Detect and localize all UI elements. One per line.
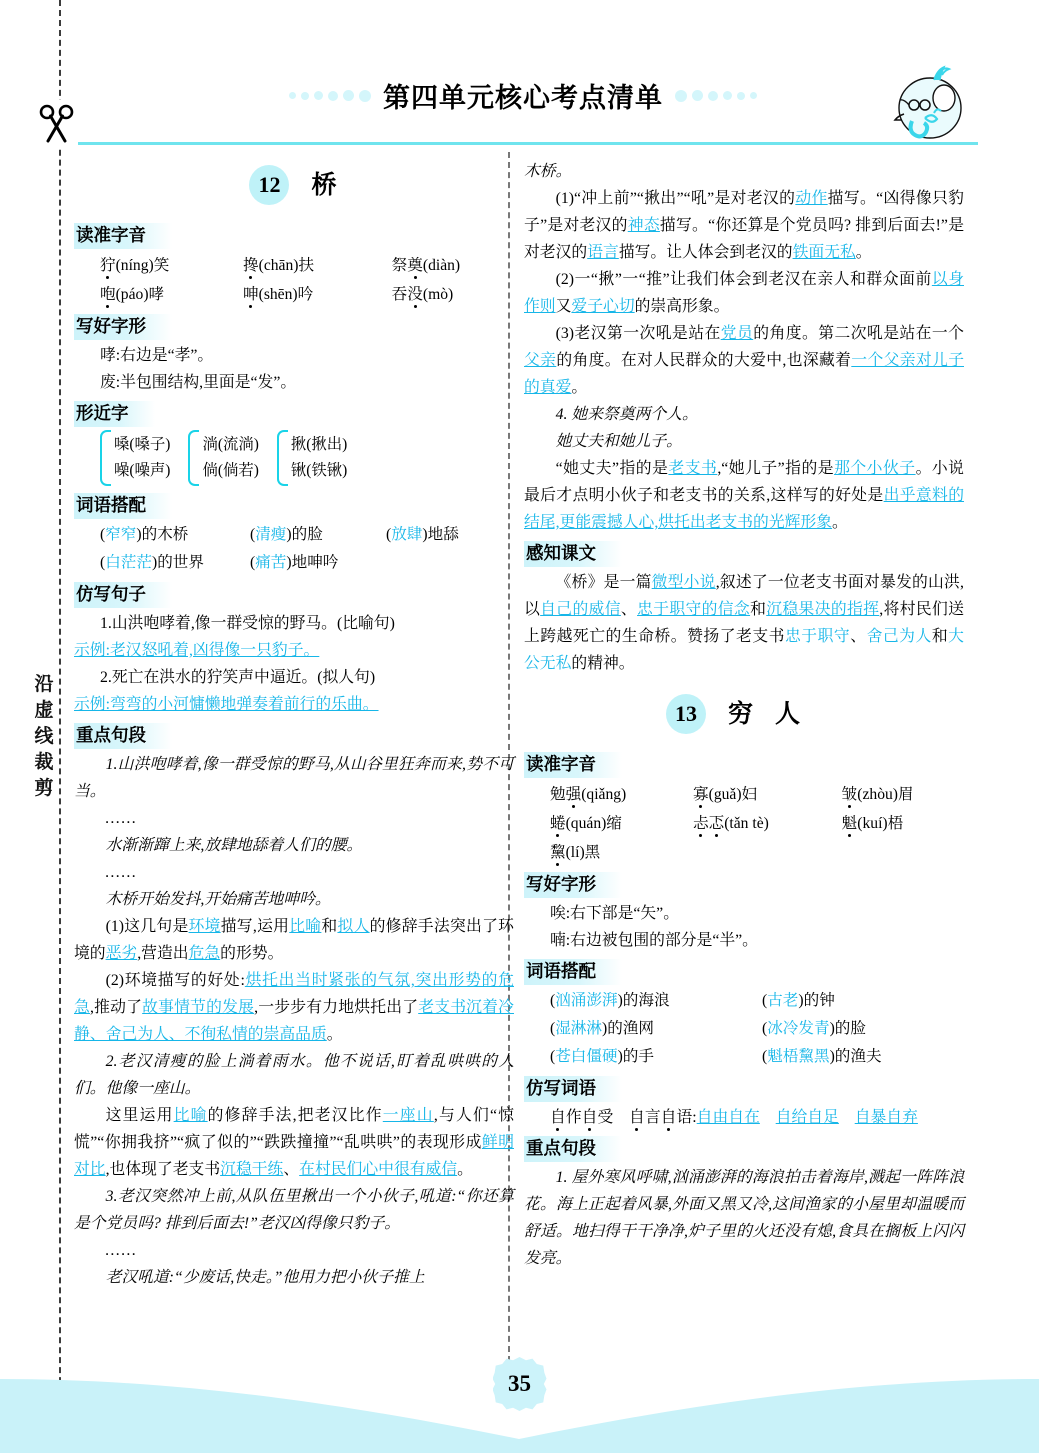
analysis-text: “她丈夫”指的是 [555, 460, 669, 477]
cut-char-1: 虚 [34, 700, 54, 721]
analysis-text: 描写。“凶得像只豹子”是对老汉的 [524, 190, 964, 234]
imitation-answer: 示例:老汉怒吼着,凶得像一只豹子。 [74, 642, 320, 659]
analysis-text: ,营造出 [137, 945, 189, 962]
left-column [74, 158, 514, 1291]
analysis-text: ,叙述了一位老支书面对暴发的山洪,以 [524, 574, 964, 618]
analysis-answer: 语言 [587, 244, 619, 261]
ellipsis-marker: …… [105, 810, 138, 827]
analysis-text: 和 [750, 601, 767, 618]
dot-ornament-left [289, 90, 371, 102]
analysis-text: 描写,运用 [220, 918, 290, 935]
imitation-prompt: 2.死亡在洪水的狞笑声中逼近。(拟人句) [100, 669, 376, 686]
analysis-answer: 恶劣 [105, 945, 138, 962]
collocation-row: (白茫茫)的世界 (痛苦)地呻吟 [100, 554, 339, 571]
analysis-paragraph [524, 455, 964, 536]
collocation-row: (汹涌澎湃)的海浪 (古老)的钟 [550, 992, 835, 1009]
collocation-answer: 冰冷发青 [767, 1020, 830, 1037]
key-passage-quote: 2.老汉清瘦的脸上淌着雨水。他不说话,盯着乱哄哄的人们。他像一座山。 [74, 1053, 514, 1097]
writing-line: 唉:右下部是“矢”。 [550, 905, 679, 922]
brace-icon [100, 430, 111, 486]
lesson-title-12 [74, 162, 514, 208]
key-passage-quote: 1. 屋外寒风呼啸,汹涌澎湃的海浪拍击着海岸,溅起一阵阵浪花。海上正起着风暴,外面又黑又冷,这间渔家的小屋里却温暖而舒适。地扫得干干净净,炉子里的火还没有熄,食具在搁板上闪闪发亮。 [524, 1169, 964, 1267]
analysis-text: (3)老汉第一次吼是站在 [555, 325, 721, 342]
analysis-answer: 比喻 [289, 918, 322, 935]
analysis-text: ,“她儿子”指的是 [717, 460, 835, 477]
analysis-answer: 爱子心切 [571, 298, 635, 315]
collocation-answer: 白茫茫 [105, 554, 152, 571]
analysis-text: (1)“冲上前”“揪出”“吼”是对老汉的 [555, 190, 796, 207]
apple-doodle-icon [868, 58, 988, 150]
similar-char-item: 锹(铁锹) [290, 462, 348, 479]
collocation-row: (湿淋淋)的渔网 (冰冷发青)的脸 [550, 1020, 866, 1037]
analysis-text: 。 [832, 514, 848, 531]
continuation-first-line: 木桥。 [524, 163, 572, 180]
analysis-answer: 环境 [188, 918, 221, 935]
pinyin-row: 蜷(quán)缩 忐忑(tǎn tè) 魁(kuí)梧 [550, 815, 904, 832]
analysis-answer: 以身作则 [524, 271, 964, 315]
collocation-answer: 放肆 [391, 526, 423, 543]
collocation-answer: 古老 [767, 992, 799, 1009]
collocation-answer: 痛苦 [255, 554, 287, 571]
analysis-text: 的修辞手法突出了环境的 [74, 918, 514, 962]
lesson-number-badge: 13 [666, 694, 706, 734]
analysis-answer: 沉稳干练 [220, 1161, 284, 1178]
analysis-paragraph [524, 266, 964, 320]
analysis-text: 、 [850, 628, 867, 645]
header-title-group [278, 76, 768, 115]
similar-char-item: 噪(噪声) [114, 462, 171, 479]
analysis-text: 和 [321, 918, 338, 935]
page-number: 35 [508, 1371, 531, 1396]
analysis-text: 的崇高形象。 [634, 298, 730, 315]
cut-char-2: 线 [34, 726, 54, 747]
analysis-answer: 父亲 [524, 352, 557, 369]
analysis-answer: 大公无私 [524, 628, 964, 672]
analysis-answer: 鲜明对比 [74, 1134, 514, 1178]
ellipsis-marker: …… [105, 1242, 138, 1259]
collocation-list [524, 987, 964, 1071]
analysis-text: ,也体现了老支书 [105, 1161, 221, 1178]
similar-char-item: 嗓(嗓子) [114, 436, 171, 453]
comprehension-paragraph [524, 569, 964, 677]
key-passage-quote: 4. 她来祭奠两个人。 [555, 406, 698, 423]
analysis-text: 、 [620, 601, 638, 618]
section-heading-comprehension: 感知课文 [524, 541, 622, 567]
section-heading-pronunciation: 读准字音 [74, 223, 172, 249]
page-header [78, 76, 978, 134]
cut-dashed-line [59, 0, 61, 1453]
similar-char-group [188, 430, 258, 486]
cut-char-4: 剪 [34, 778, 54, 799]
collocation-answer: 清瘦 [255, 526, 287, 543]
section-heading-key-passages: 重点句段 [524, 1136, 622, 1162]
analysis-answer: 党员 [720, 325, 754, 342]
analysis-answer: 老支书 [668, 460, 718, 477]
analysis-answer: 在村民们心中很有威信 [299, 1161, 458, 1178]
collocation-answer: 窄窄 [105, 526, 137, 543]
analysis-answer: 动作 [795, 190, 828, 207]
section-heading-collocation: 词语搭配 [74, 493, 172, 519]
writing-line: 废:半包围结构,里面是“发”。 [100, 374, 297, 391]
analysis-answer: 烘托出当时紧张的气氛,突出形势的危急 [74, 972, 514, 1016]
similar-char-item: 淌(流淌) [202, 436, 259, 453]
key-passage-quote: 木桥开始发抖,开始痛苦地呻吟。 [105, 891, 331, 908]
pinyin-row: 勉强(qiǎng) 寡(guǎ)妇 皱(zhòu)眉 [550, 786, 914, 803]
analysis-answer: 一个父亲对儿子的真爱 [524, 352, 964, 396]
analysis-text: (2)一“揪”一“推”让我们体会到老汉在亲人和群众面前 [555, 271, 932, 288]
similar-char-group [100, 430, 170, 486]
collocation-answer: 汹涌澎湃 [555, 992, 618, 1009]
analysis-text: 。 [571, 379, 588, 396]
section-heading-sentence-imitation: 仿写句子 [74, 582, 172, 608]
key-passage-quote: 1.山洪咆哮着,像一群受惊的野马,从山谷里狂奔而来,势不可当。 [74, 756, 514, 800]
analysis-answer: 比喻 [173, 1107, 208, 1124]
section-heading-similar-chars: 形近字 [74, 401, 155, 427]
analysis-text: (2)环境描写的好处: [105, 972, 245, 989]
section-heading-writing: 写好字形 [74, 314, 172, 340]
analysis-answer: 铁面无私 [792, 244, 856, 261]
similar-char-group [277, 430, 347, 486]
imitation-prompt: 1.山洪咆哮着,像一群受惊的野马。(比喻句) [100, 615, 395, 632]
lesson-name: 桥 [311, 171, 339, 199]
key-passage-analysis [74, 913, 514, 967]
word-imitation-answer: 自由自在 [696, 1109, 760, 1126]
analysis-text: 又 [555, 298, 572, 315]
analysis-answer: 忠于职守的信念 [637, 601, 751, 618]
collocation-answer: 苍白僵硬 [555, 1048, 618, 1065]
analysis-text: 。 [326, 1026, 343, 1043]
analysis-answer: 老支书沉着冷静、舍己为人、不徇私情的崇高品质 [74, 999, 514, 1043]
brace-icon [277, 430, 288, 486]
analysis-text: 和 [931, 628, 949, 645]
analysis-text: 《桥》是一篇 [555, 574, 652, 591]
section-heading-key-passages: 重点句段 [74, 723, 172, 749]
analysis-answer: 神态 [627, 217, 660, 234]
collocation-list [74, 521, 514, 577]
analysis-paragraph [524, 320, 964, 401]
analysis-text: ,一步步有力地烘托出了 [254, 999, 419, 1016]
key-passage-quote: 水渐渐蹿上来,放肆地舔着人们的腰。 [105, 837, 363, 854]
section-heading-word-imitation: 仿写词语 [524, 1076, 622, 1102]
analysis-text: ,推动了 [90, 999, 143, 1016]
analysis-paragraph [524, 185, 964, 266]
analysis-answer: 拟人 [337, 918, 370, 935]
writing-line: 喃:右边被包围的部分是“半”。 [550, 932, 758, 949]
analysis-text: (1)这几句是 [105, 918, 189, 935]
similar-char-item: 倘(倘若) [202, 462, 259, 479]
analysis-text: 描写。让人体会到老汉的 [618, 244, 793, 261]
cut-char-0: 沿 [34, 674, 54, 695]
brace-icon [188, 430, 199, 486]
lesson-name: 穷人 [727, 700, 822, 728]
analysis-text: 描写。“你还算是个党员吗? 排到后面去!”是对老汉的 [524, 217, 964, 261]
lesson-title-13 [524, 691, 964, 737]
dot-ornament-right [675, 90, 757, 102]
analysis-text: 。 [457, 1161, 473, 1178]
analysis-answer: 舍己为人 [866, 628, 932, 645]
analysis-answer: 那个小伙子 [834, 460, 916, 477]
word-imitation-row: 自作自受 自言自语:自由自在 自给自足 自暴自弃 [550, 1109, 918, 1126]
collocation-row: (苍白僵硬)的手 (魁梧黧黑)的渔夫 [550, 1048, 882, 1065]
imitation-answer: 示例:弯弯的小河慵懒地弹奏着前行的乐曲。 [74, 696, 379, 713]
page-number-badge [493, 1357, 547, 1411]
key-passage-analysis [74, 1102, 514, 1183]
cut-along-line-label [31, 672, 57, 802]
similar-char-item: 揪(揪出) [290, 436, 348, 453]
analysis-text: 这里运用 [105, 1107, 174, 1124]
analysis-answer: 忠于职守 [785, 628, 851, 645]
cut-char-3: 裁 [34, 752, 54, 773]
analysis-text: 、 [283, 1161, 300, 1178]
right-column [524, 158, 964, 1272]
scissors-icon [34, 100, 80, 148]
word-imitation-answer: 自给自足 [775, 1109, 839, 1126]
key-passage-quote: 她丈夫和她儿子。 [555, 433, 682, 450]
analysis-text: 的精神。 [571, 655, 635, 672]
collocation-row: (窄窄)的木桥 (清瘦)的脸 (放肆)地舔 [100, 526, 459, 543]
pinyin-row: 咆(páo)哮 呻(shēn)吟 吞没(mò) [100, 286, 454, 303]
collocation-answer: 湿淋淋 [555, 1020, 602, 1037]
word-imitation-answer: 自暴自弃 [854, 1109, 918, 1126]
analysis-text: ,将村民们送上跨越死亡的生命桥。赞扬了老支书 [524, 601, 964, 645]
pinyin-row: 黧(lí)黑 [550, 844, 601, 861]
header-rule [78, 142, 978, 145]
section-heading-writing: 写好字形 [524, 872, 622, 898]
ellipsis-marker: …… [105, 864, 138, 881]
pinyin-row: 狞(níng)笑 搀(chān)扶 祭奠(diàn) [100, 257, 461, 274]
lesson-number-badge: 12 [249, 165, 289, 205]
analysis-text: ,与人们“惊慌”“你拥我挤”“疯了似的”“跌跌撞撞”“乱哄哄”的表现形成 [74, 1107, 514, 1151]
analysis-text: 的角度。在对人民群众的大爱中,也深藏着 [556, 352, 852, 369]
section-heading-pronunciation: 读准字音 [524, 752, 622, 778]
analysis-text: 的角度。第二次吼是站在一个 [753, 325, 964, 342]
analysis-text: 的形势。 [220, 945, 284, 962]
analysis-answer: 自己的威信 [540, 601, 621, 618]
collocation-answer: 魁梧黧黑 [767, 1048, 830, 1065]
analysis-text: 的修辞手法,把老汉比作 [207, 1107, 383, 1124]
analysis-answer: 一座山 [382, 1107, 434, 1124]
analysis-answer: 出乎意料的结尾,更能震撼人心,烘托出老支书的光辉形象 [524, 487, 964, 531]
analysis-text: 。 [855, 244, 872, 261]
analysis-answer: 微型小说 [651, 574, 716, 591]
analysis-answer: 故事情节的发展 [142, 999, 255, 1016]
writing-line: 哮:右边是“孝”。 [100, 347, 214, 364]
analysis-answer: 危急 [188, 945, 221, 962]
similar-char-groups [74, 430, 514, 486]
analysis-answer: 沉稳果决的指挥 [766, 601, 880, 618]
key-passage-analysis [74, 967, 514, 1048]
analysis-text: 。小说最后才点明小伙子和老支书的关系,这样写的好处是 [524, 460, 964, 504]
key-passage-quote: 老汉吼道:“少废话,快走。”他用力把小伙子推上 [105, 1269, 425, 1286]
key-passage-quote: 3.老汉突然冲上前,从队伍里揪出一个小伙子,吼道:“你还算是个党员吗? 排到后面去!”老汉凶得像只豹子。 [74, 1188, 514, 1232]
section-heading-collocation: 词语搭配 [524, 959, 622, 985]
page-title: 第四单元核心考点清单 [383, 83, 663, 113]
